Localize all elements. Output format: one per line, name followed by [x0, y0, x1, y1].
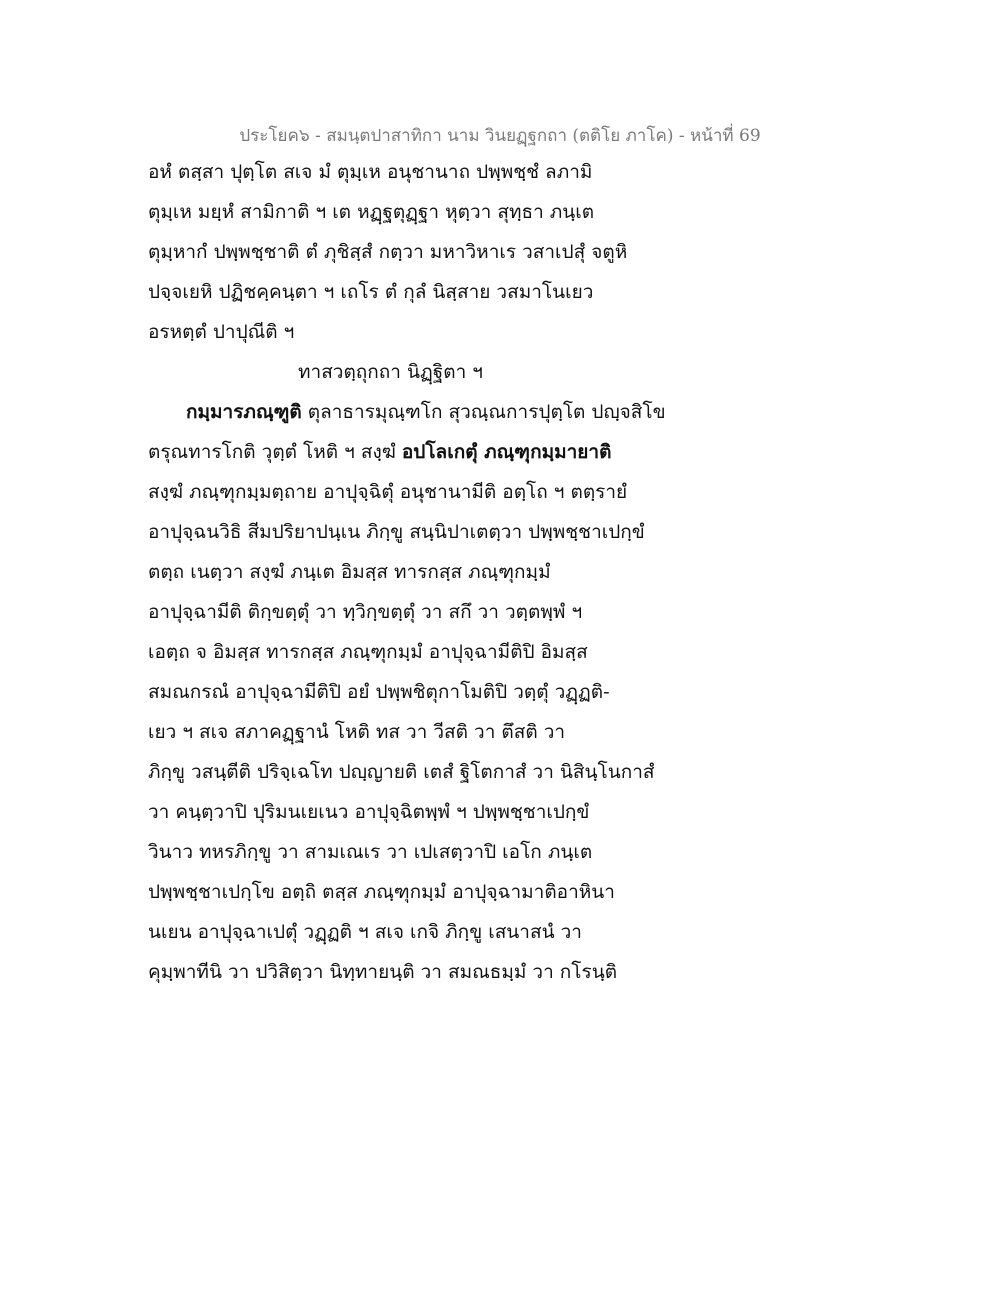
text-line: ปจฺจเยหิ ปฏิชคฺคนฺตา ฯ เถโร ตํ กุลํ นิสฺสาย วสมาโนเยว: [148, 281, 594, 303]
text-line: นเยน อาปุจฺฉาเปตุํ วฏฺฏติ ฯ สเจ เกจิ ภิกฺขู เสนาสนํ วา: [148, 921, 582, 943]
text-line: ตุมฺเห มยฺหํ สามิกาติ ฯ เต หฏฺฐตุฏฺฐา หุตฺวา สุทฺธา ภนฺเต: [148, 201, 595, 223]
text-line: อาปุจฺฉนวิธิ สีมปริยาปนฺเน ภิกฺขู สนฺนิปาเตตฺวา ปพฺพชฺชาเปกฺขํ: [148, 521, 645, 543]
headword: อปโลเกตุํ ภณฺฑุกมฺมายาติ: [401, 441, 612, 463]
text-line: ตุมฺหากํ ปพฺพชฺชาติ ตํ ภุชิสฺสํ กตฺวา มหาวิหาเร วสาเปสุํ จตูหิ: [148, 241, 628, 263]
text-line: ตตฺถ เนตฺวา สงฺฆํ ภนฺเต อิมสฺส ทารกสฺส ภณฺฑุกมฺมํ: [148, 561, 551, 583]
text-line: [148, 432, 668, 472]
text-line: เยว ฯ สเจ สภาคฏฺฐานํ โหติ ทส วา วีสติ วา ตึสติ วา: [148, 721, 566, 743]
text-line: คุมฺพาทีนิ วา ปวิสิตฺวา นิทฺทายนฺติ วา สมณธมฺมํ วา กโรนฺติ: [148, 961, 618, 983]
text-line: เอตฺถ จ อิมสฺส ทารกสฺส ภณฺฑุกมฺมํ อาปุจฺฉามีติปิ อิมสฺส: [148, 641, 588, 663]
text-line: วินาว ทหรภิกฺขู วา สามเณเร วา เปเสตฺวาปิ เอโก ภนฺเต: [148, 841, 593, 863]
line-text: ตรุณทารโกติ วุตฺตํ โหติ ฯ สงฺฆํ: [148, 441, 402, 463]
running-header-text: ประโยค๖ - สมนฺตปาสาทิกา นาม วินยฏฺฐกถา (ตติโย ภาโค) - หน้าที่ 69: [239, 126, 761, 146]
text-line: อาปุจฺฉามีติ ติกฺขตฺตุํ วา ทฺวิกฺขตฺตุํ วา สกึ วา วตฺตพฺพํ ฯ: [148, 601, 583, 623]
text-line: สมณกรณํ อาปุจฺฉามีติปิ อยํ ปพฺพชิตุกาโมติปิ วตฺตุํ วฏฺฏติ-: [148, 681, 610, 703]
paragraph-first-line: [148, 392, 668, 432]
text-line: อรหตฺตํ ปาปุณีติ ฯ: [148, 321, 295, 343]
text-line: ภิกฺขู วสนฺตีติ ปริจฺเฉโท ปญฺญายติ เตสํ ฐิโตกาสํ วา นิสินฺโนกาสํ: [148, 761, 655, 783]
text-line: สงฺฆํ ภณฺฑุกมฺมตฺถาย อาปุจฺฉิตุํ อนุชานามีติ อตฺโถ ฯ ตตฺรายํ: [148, 481, 628, 503]
text-line: อหํ ตสฺสา ปุตฺโต สเจ มํ ตุมฺเห อนุชานาถ ปพฺพชฺชํ ลภามิ: [148, 161, 593, 183]
section-heading: ทาสวตฺถุกถา นิฏฺฐิตา ฯ: [298, 361, 483, 383]
text-line: ปพฺพชฺชาเปกฺโข อตฺถิ ตสฺส ภณฺฑุกมฺมํ อาปุจฺฉามาติอาหินา: [148, 881, 615, 903]
text-line: วา คนฺตฺวาปิ ปุริมนเยเนว อาปุจฺฉิตพฺพํ ฯ ปพฺพชฺชาเปกฺขํ: [148, 801, 590, 823]
running-header: [0, 122, 1000, 149]
page-body: [148, 152, 668, 992]
headword: กมฺมารภณฺฑูติ: [186, 401, 302, 423]
line-text: ตุลาธารมุณฺฑโก สุวณฺณการปุตฺโต ปญฺจสิโข: [301, 401, 666, 423]
